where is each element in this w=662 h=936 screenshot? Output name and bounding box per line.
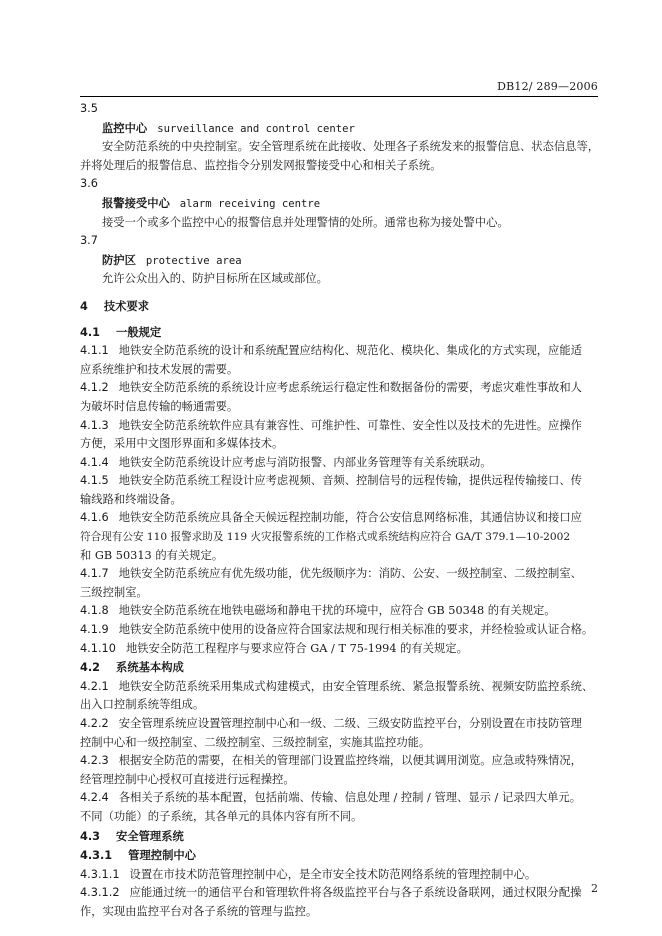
clause-number: 4.1.6 — [80, 511, 109, 525]
subsection-title: 一般规定 — [116, 324, 162, 339]
clause-number: 4.1.1 — [80, 344, 109, 358]
subsection-number: 4.2 — [80, 661, 101, 675]
header-rule — [80, 96, 598, 97]
term-english: alarm receiving centre — [179, 197, 321, 210]
term-chinese: 报警接受中心 — [102, 195, 170, 210]
clause — [80, 752, 598, 789]
standard-number: DB12/ 289—2006 — [497, 80, 598, 93]
clause-text: 应系统维护和技术发展的需要。 — [80, 362, 239, 376]
section-heading — [80, 297, 598, 317]
clause-text: 作，实现由监控平台对各子系统的管理与监控。 — [80, 904, 318, 918]
term-chinese: 防护区 — [102, 252, 136, 267]
subsection-heading — [80, 323, 598, 343]
subsection-number: 4.1 — [80, 325, 101, 339]
page-number: 2 — [591, 882, 598, 895]
clause-number: 4.2.3 — [80, 754, 109, 768]
clause-text: 应能通过统一的通信平台和管理软件将各级监控平台与各子系统设备联网，通过权限分配操 — [129, 886, 582, 900]
clause-text: 地铁安全防范系统中使用的设备应符合国家法规和现行相关标准的要求，并经检验或认证合格。 — [118, 623, 594, 637]
clause-text: 三级控制室。 — [80, 585, 148, 599]
subsubsection-number: 4.3.1 — [80, 849, 113, 863]
subsection-number: 4.3 — [80, 829, 101, 843]
subsection-title: 安全管理系统 — [116, 828, 184, 843]
clause-text: 和 GB 50313 的有关规定。 — [80, 548, 224, 562]
clause — [80, 602, 598, 621]
clause-text: 地铁安全防范工程程序与要求应符合 GA / T 75-1994 的有关规定。 — [125, 641, 468, 655]
clause-text: 为破坏时信息传输的畅通需要。 — [80, 399, 239, 413]
clause-number: 4.1.9 — [80, 623, 109, 637]
subsection-title: 系统基本构成 — [116, 660, 184, 675]
clause-number: 4.3.1.1 — [80, 867, 120, 881]
term-entry — [80, 100, 598, 175]
clause-text: 经管理控制中心授权可直接进行远程操控。 — [80, 772, 295, 786]
clause-text: 根据安全防范的需要，在相关的管理部门设置监控终端，以便其调用浏览。应急或特殊情况， — [118, 754, 582, 768]
clause — [80, 417, 598, 454]
clause-number: 4.2.1 — [80, 679, 109, 693]
clause-text: 出入口控制系统等组成。 — [80, 698, 205, 712]
clause-text: 符合现有公安 110 报警求助及 119 火灾报警系统的工作格式或系统结构应符合 GA/T 379.1—10-2002 — [80, 531, 571, 544]
clause — [80, 866, 598, 885]
clause-text: 地铁安全防范系统的设计和系统配置应结构化、规范化、模块化、集成化的方式实现，应能适 — [118, 344, 582, 358]
section-title: 技术要求 — [103, 298, 150, 313]
subsubsection-title: 管理控制中心 — [128, 848, 196, 863]
clause-number: 4.2.4 — [80, 791, 109, 805]
clause — [80, 621, 598, 640]
term-entry — [80, 175, 598, 232]
term-english: protective area — [145, 254, 242, 267]
clause-number: 4.1.8 — [80, 604, 109, 618]
clause-text: 不同（功能）的子系统，其各单元的具体内容有所不同。 — [80, 809, 363, 823]
term-number: 3.6 — [80, 177, 98, 191]
term-number: 3.7 — [80, 234, 98, 248]
term-definition-line: 接受一个或多个监控中心的报警信息并处理警情的处所。通常也称为接处警中心。 — [102, 215, 509, 229]
document-body — [80, 100, 598, 922]
clause — [80, 715, 598, 752]
clause-number: 4.1.7 — [80, 567, 109, 581]
subsection-heading — [80, 658, 598, 678]
subsubsection-heading — [80, 846, 598, 866]
clause-text: 安全管理系统应设置管理控制中心和一级、二级、三级安防监控平台，分别设置在市技防管理 — [118, 717, 582, 730]
term-chinese: 监控中心 — [102, 120, 148, 135]
clause-number: 4.1.10 — [80, 641, 116, 655]
clause — [80, 509, 598, 565]
term-title — [80, 194, 598, 214]
clause-number: 4.2.2 — [80, 717, 109, 730]
clause — [80, 379, 598, 416]
subsection-heading — [80, 827, 598, 847]
clause-text: 各相关子系统的基本配置，包括前端、传输、信息处理 / 控制 / 管理、显示 / 记录四大单元。 — [118, 791, 581, 805]
term-entry — [80, 232, 598, 289]
term-definition-line: 并将处理后的报警信息、监控指令分别发网报警接受中心和相关子系统。 — [80, 158, 442, 172]
clause — [80, 342, 598, 379]
clause-text: 输线路和终端设备。 — [80, 492, 182, 506]
clause-text: 控制中心和一级控制室、二级控制室、三级控制室，实施其监控功能。 — [80, 735, 431, 749]
clause — [80, 454, 598, 473]
clause-text: 地铁安全防范系统工程设计应考虑视频、音频、控制信号的远程传输，提供远程传输接口、传 — [118, 474, 582, 488]
clause-number: 4.1.4 — [80, 455, 109, 469]
clause-text: 地铁安全防范系统应有优先级功能，优先级顺序为：消防、公安、一级控制室、二级控制室、 — [118, 567, 582, 581]
clause-text: 方便，采用中文图形界面和多媒体技术。 — [80, 437, 284, 451]
section-number: 4 — [80, 299, 88, 313]
clause-number: 4.3.1.2 — [80, 886, 120, 900]
clause — [80, 678, 598, 715]
clause-text: 设置在市技术防范管理控制中心，是全市安全技术防范网络系统的管理控制中心。 — [129, 867, 537, 881]
clause — [80, 472, 598, 509]
clause — [80, 565, 598, 602]
term-title — [80, 119, 598, 139]
term-definition-line: 允许公众出入的、防护目标所在区域或部位。 — [102, 272, 328, 286]
clause-number: 4.1.3 — [80, 418, 109, 432]
term-english: surveillance and control center — [157, 122, 355, 135]
term-number: 3.5 — [80, 102, 98, 115]
clause — [80, 789, 598, 826]
term-title — [80, 251, 598, 271]
clause-number: 4.1.2 — [80, 381, 109, 395]
clause-text: 地铁安全防范系统软件应具有兼容性、可维护性、可靠性、安全性以及技术的先进性。应操作 — [118, 418, 582, 432]
term-definition-line: 安全防范系统的中央控制室。安全管理系统在此接收、处理各子系统发来的报警信息、状态信息等， — [102, 140, 600, 154]
clause-text: 地铁安全防范系统设计应考虑与消防报警、内部业务管理等有关系统联动。 — [118, 455, 492, 469]
clause — [80, 640, 598, 659]
clause-text: 地铁安全防范系统采用集成式构建模式，由安全管理系统、紧急报警系统、视频安防监控系统、 — [118, 679, 594, 693]
clause-text: 地铁安全防范系统的系统设计应考虑系统运行稳定性和数据备份的需要，考虑灾难性事故和人 — [118, 381, 582, 395]
clause-text: 地铁安全防范系统应具备全天候远程控制功能，符合公安信息网络标准，其通信协议和接口应 — [118, 511, 582, 525]
clause-number: 4.1.5 — [80, 474, 109, 488]
clause — [80, 884, 598, 921]
clause-text: 地铁安全防范系统在地铁电磁场和静电干扰的环境中，应符合 GB 50348 的有关规定。 — [118, 604, 556, 618]
